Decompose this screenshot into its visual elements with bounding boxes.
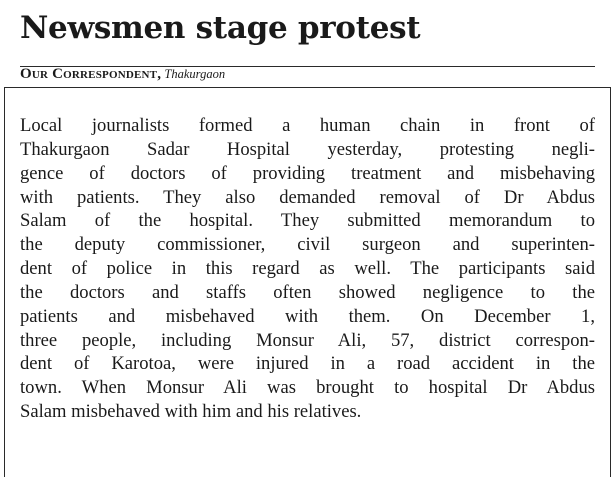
body-line: town. When Monsur Ali was brought to hospital Dr Abdus (20, 377, 595, 399)
article-body (20, 114, 595, 424)
body-line: Salam of the hospital. They submitted memorandum to (20, 210, 595, 232)
body-line: with patients. They also demanded removal of Dr Abdus (20, 186, 595, 208)
body-line: Local journalists formed a human chain in front of (20, 115, 595, 136)
body-line: patients and misbehaved with them. On December 1, (20, 305, 595, 327)
body-line: three people, including Monsur Ali, 57, district correspon- (20, 329, 595, 351)
body-line: dent of Karotoa, were injured in a road accident in the (20, 353, 595, 375)
byline (20, 66, 225, 82)
body-line: the deputy commissioner, civil surgeon and superinten- (20, 234, 595, 256)
body-line: Salam misbehaved with him and his relatives. (20, 401, 362, 423)
byline-author: Our Correspondent, (20, 66, 162, 82)
byline-place: Thakurgaon (164, 67, 226, 81)
body-line: Thakurgaon Sadar Hospital yesterday, protesting negli- (20, 138, 595, 160)
body-line: gence of doctors of providing treatment and misbehaving (20, 162, 595, 184)
body-line: dent of police in this regard as well. The participants said (20, 258, 595, 280)
headline-rule (20, 66, 595, 67)
body-line: the doctors and staffs often showed negligence to the (20, 281, 595, 303)
headline: Newsmen stage protest (20, 10, 421, 46)
